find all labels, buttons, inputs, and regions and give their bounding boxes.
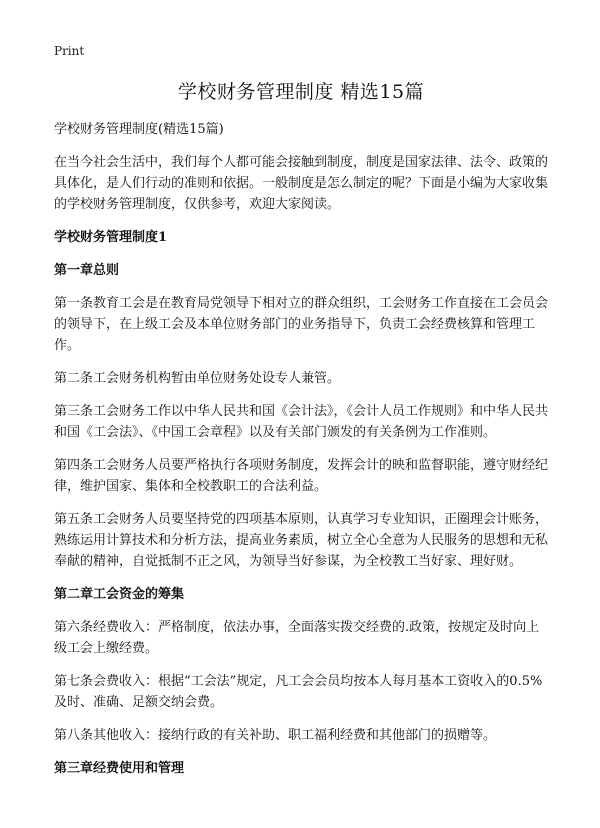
article-paragraph: 第八条其他收入：接纳行政的有关补助、职工福利经费和其他部门的损赠等。	[54, 728, 497, 743]
article-paragraph: 第一条教育工会是在教育局党领导下相对立的群众组织，工会财务工作直接在工会员会的领导下，在上级工会及本单位财务部门的业务指导下，负责工会经费核算和管理工作。	[54, 296, 549, 353]
chapter-heading: 第一章总则	[54, 263, 120, 278]
chapter-heading: 第二章工会资金的筹集	[54, 587, 185, 602]
article-paragraph: 第五条工会财务人员要坚持党的四项基本原则，认真学习专业知识，正圈理会计账务，熟练运用计算技术和分析方法，提高业务素质，树立全心全意为人民服务的思想和无私奉献的精神，自觉抵制不正之风，为领导当好参谋，为全校教工当好家、理好财。	[54, 512, 549, 569]
section-heading: 学校财务管理制度1	[54, 230, 168, 245]
document-subtitle: 学校财务管理制度(精选15篇)	[54, 122, 224, 137]
print-link[interactable]: Print	[54, 44, 85, 58]
intro-paragraph: 在当今社会生活中，我们每个人都可能会接触到制度，制度是国家法律、法令、政策的具体化，是人们行动的准则和依据。一般制度是怎么制定的呢？下面是小编为大家收集的学校财务管理制度，仅供参考，欢迎大家阅读。	[54, 155, 549, 212]
article-paragraph: 第七条会费收入：根据“工会法”规定，凡工会会员均按本人每月基本工资收入的0.5%及时、准确、足额交纳会费。	[54, 674, 543, 710]
article-paragraph: 第三条工会财务工作以中华人民共和国《会计法》，《会计人员工作规则》和中华人民共和国《工会法》、《中国工会章程》以及有关部门颁发的有关条例为工作准则。	[54, 404, 549, 440]
article-paragraph: 第四条工会财务人员要严格执行各项财务制度，发挥会计的映和监督职能，遵守财经纪律，维护国家、集体和全校教职工的合法利益。	[54, 458, 549, 494]
article-paragraph: 第二条工会财务机构暂由单位财务处设专人兼管。	[54, 371, 341, 386]
article-paragraph: 第六条经费收入：严格制度，依法办事，全面落实拨交经费的.政策，按规定及时向上级工会上缴经费。	[54, 620, 540, 656]
chapter-heading: 第三章经费使用和管理	[54, 761, 185, 776]
page-title: 学校财务管理制度 精选15篇	[177, 81, 425, 103]
